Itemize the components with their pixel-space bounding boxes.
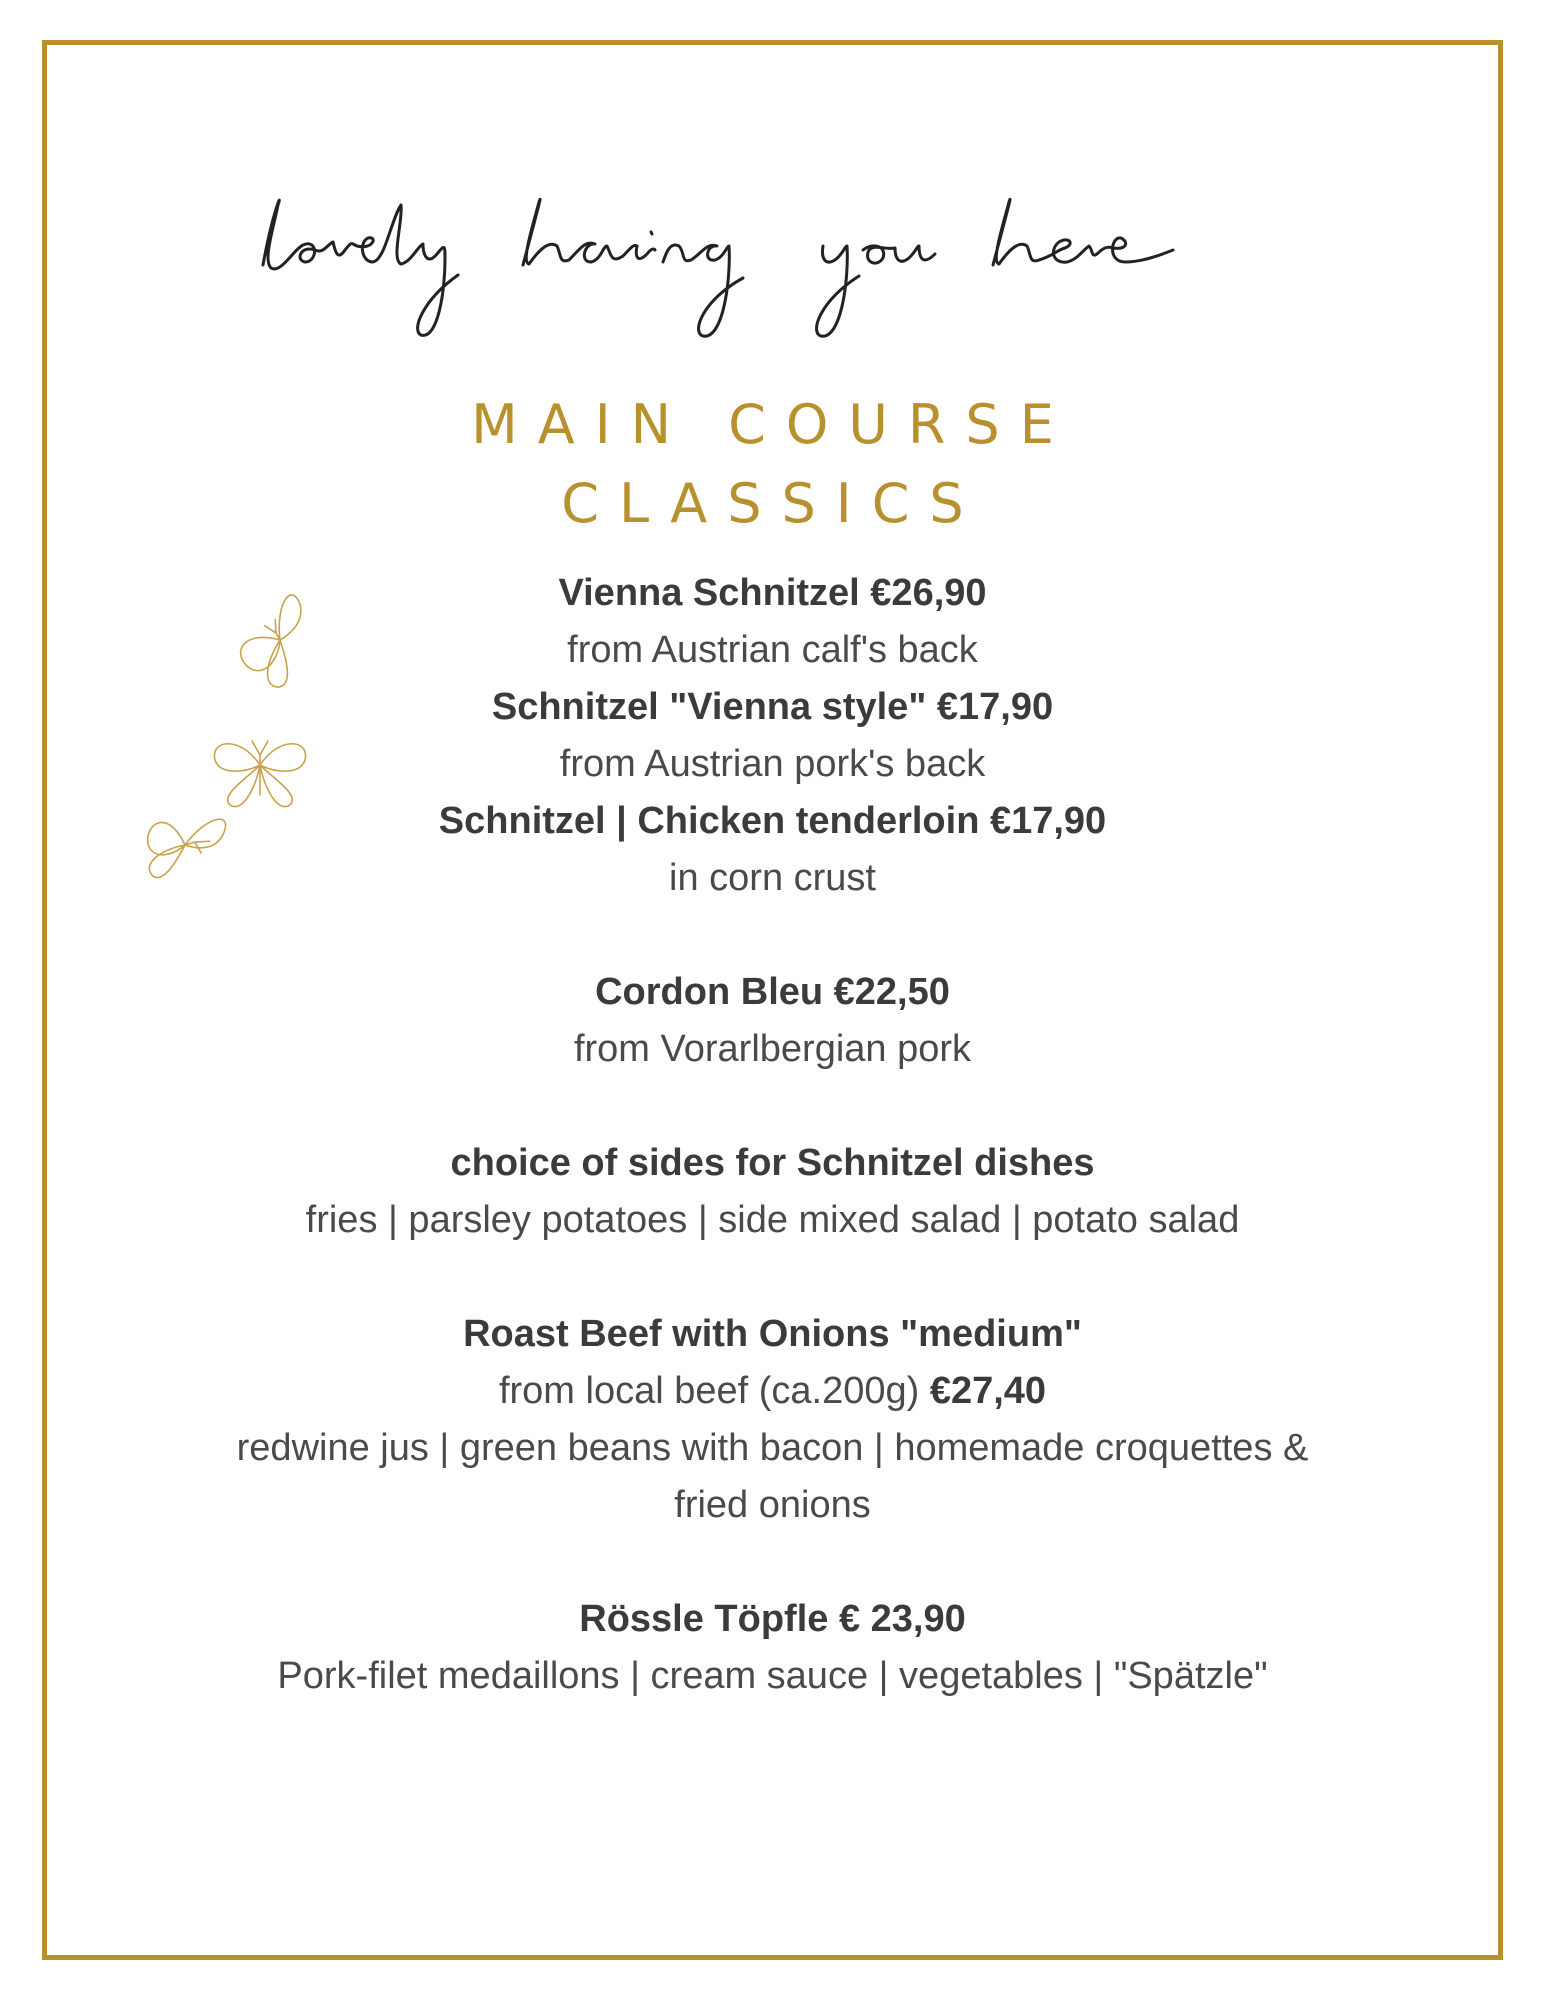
menu-item-description: from local beef (ca.200g) — [498, 1370, 920, 1412]
section-heading-line2: CLASSICS — [561, 472, 984, 535]
greeting-text — [0, 150, 1545, 151]
menu-item-name: choice of sides for Schnitzel dishes — [450, 1142, 1095, 1184]
menu-item-description: fries | parsley potatoes | side mixed salad | potato salad — [305, 1199, 1240, 1241]
menu-item-description: Pork-filet medaillons | cream sauce | vegetables | "Spätzle" — [277, 1655, 1268, 1697]
menu-list — [0, 565, 1545, 1705]
menu-item-description-with-price — [0, 1363, 1545, 1420]
menu-item-description: in corn crust — [669, 857, 876, 899]
menu-item-sides-continued: fried onions — [674, 1484, 871, 1526]
menu-item-name: Vienna Schnitzel €26,90 — [558, 572, 987, 614]
menu-item-sides: redwine jus | green beans with bacon | homemade croquettes & — [236, 1427, 1309, 1469]
menu-item-description: from Austrian pork's back — [559, 743, 986, 785]
menu-item-name: Schnitzel | Chicken tenderloin €17,90 — [438, 800, 1107, 842]
menu-item-name: Cordon Bleu €22,50 — [595, 971, 950, 1013]
greeting-script — [0, 150, 1545, 360]
menu-item-name: Schnitzel "Vienna style" €17,90 — [491, 686, 1054, 728]
menu-item-name: Rössle Töpfle € 23,90 — [579, 1598, 966, 1640]
menu-item-description: from Vorarlbergian pork — [573, 1028, 972, 1070]
menu-item-description: from Austrian calf's back — [567, 629, 978, 671]
menu-item-name: Roast Beef with Onions "medium" — [463, 1313, 1082, 1355]
section-heading-line1: MAIN COURSE — [471, 393, 1074, 456]
menu-item-price: €27,40 — [929, 1370, 1047, 1412]
greeting-handwriting — [223, 150, 1323, 360]
